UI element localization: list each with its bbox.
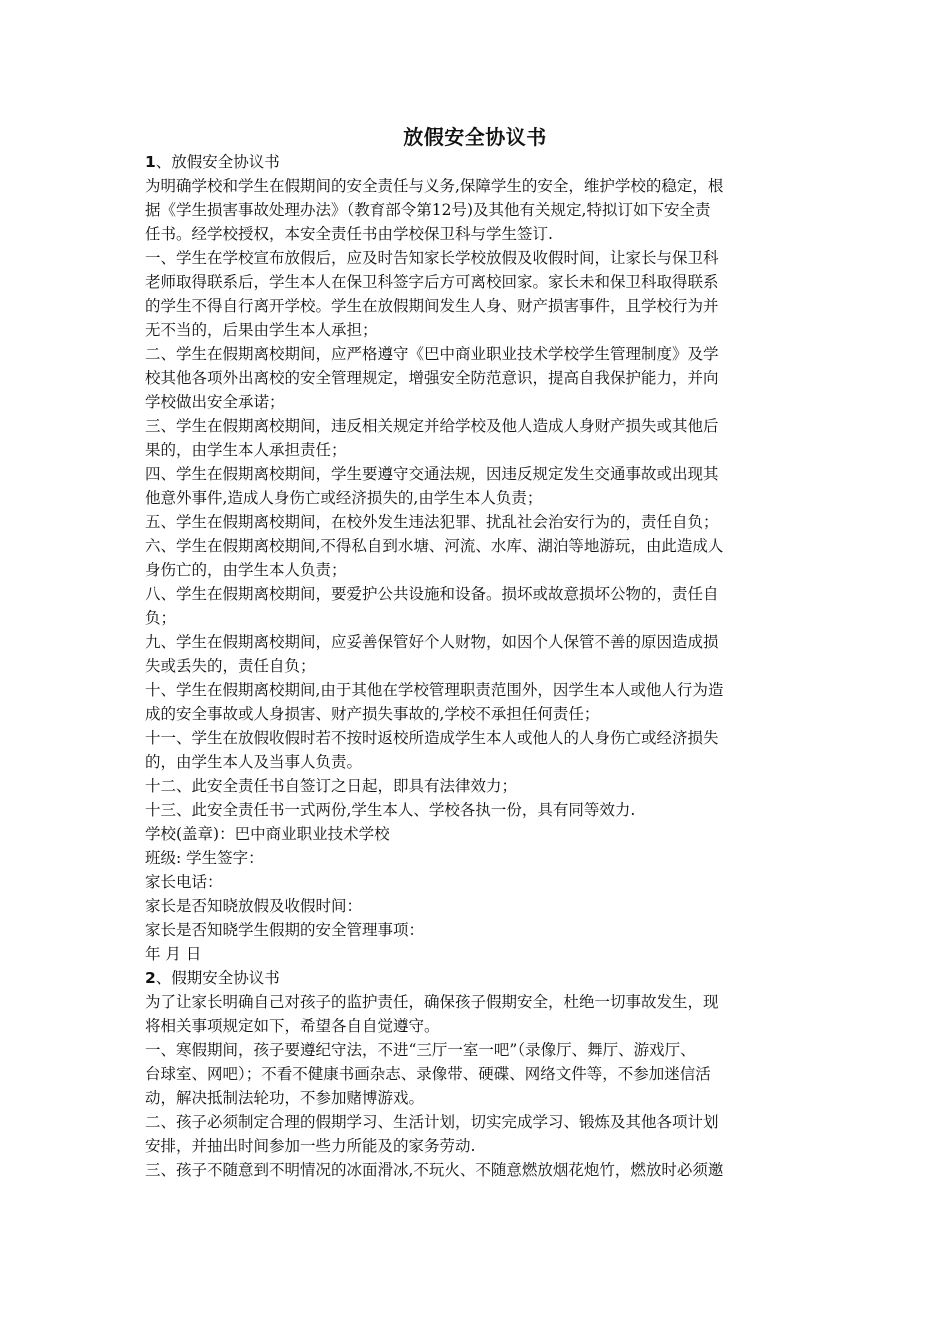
text-line: 家长是否知晓放假及收假时间：: [145, 897, 363, 915]
document-title: 放假安全协议书: [403, 125, 547, 149]
text-line: 据《学生损害事故处理办法》（教育部令第12号)及其他有关规定,特拟订如下安全责: [145, 201, 711, 219]
text-line: 果的，由学生本人承担责任；: [145, 441, 347, 459]
text-line: 他意外事件,造成人身伤亡或经济损失的,由学生本人负责；: [145, 489, 543, 507]
text-line: 为了让家长明确自己对孩子的监护责任，确保孩子假期安全，杜绝一切事故发生，现: [145, 993, 719, 1011]
text-line: 九、学生在假期离校期间，应妥善保管好个人财物，如因个人保管不善的原因造成损: [145, 633, 719, 651]
text-line: 八、学生在假期离校期间，要爱护公共设施和设备。损坏或故意损坏公物的，责任自: [145, 585, 719, 603]
text-line: 成的安全事故或人身损害、财产损失事故的,学校不承担任何责任；: [145, 705, 600, 723]
text-line: 失或丢失的，责任自负；: [145, 657, 316, 675]
text-line: 的，由学生本人及当事人负责。: [145, 753, 363, 771]
text-line: 安排，并抽出时间参加一些力所能及的家务劳动.: [145, 1137, 476, 1155]
text-line: 一、寒假期间，孩子要遵纪守法，不进“三厅一室一吧”（录像厅、舞厅、游戏厅、: [145, 1041, 696, 1059]
text-line: 台球室、网吧）；不看不健康书画杂志、录像带、硬碟、网络文件等，不参加迷信活: [145, 1065, 711, 1083]
text-line: 十二、此安全责任书自签订之日起，即具有法律效力；: [145, 777, 518, 795]
text-line: 老师取得联系后，学生本人在保卫科签字后方可离校回家。家长未和保卫科取得联系: [145, 273, 719, 291]
text-line: 任书。经学校授权，本安全责任书由学校保卫科与学生签订.: [145, 225, 553, 243]
text-line: 身伤亡的，由学生本人负责；: [145, 561, 347, 579]
text-line: 二、孩子必须制定合理的假期学习、生活计划，切实完成学习、锻炼及其他各项计划: [145, 1113, 719, 1131]
text-line: 四、学生在假期离校期间，学生要遵守交通法规，因违反规定发生交通事故或出现其: [145, 465, 719, 483]
section-heading-text: 、放假安全协议书: [155, 153, 280, 171]
text-line: 三、孩子不随意到不明情况的冰面滑冰,不玩火、不随意燃放烟花炮竹，燃放时必须邀: [145, 1161, 724, 1179]
text-line: 十一、学生在放假收假时若不按时返校所造成学生本人或他人的人身伤亡或经济损失: [145, 729, 719, 747]
text-line: 六、学生在假期离校期间,不得私自到水塘、河流、水库、湖泊等地游玩，由此造成人: [145, 537, 724, 555]
text-line: 家长是否知晓学生假期的安全管理事项：: [145, 921, 425, 939]
section-heading: [145, 150, 807, 174]
text-line: 二、学生在假期离校期间，应严格遵守《巴中商业职业技术学校学生管理制度》及学: [145, 345, 719, 363]
text-line: 校其他各项外出离校的安全管理规定，增强安全防范意识，提高自我保护能力，并向: [145, 369, 719, 387]
text-line: 无不当的，后果由学生本人承担；: [145, 321, 378, 339]
text-line: 学校做出安全承诺；: [145, 393, 285, 411]
text-line: 三、学生在假期离校期间，违反相关规定并给学校及他人造成人身财产损失或其他后: [145, 417, 719, 435]
section-heading: [145, 966, 807, 990]
text-line: 五、学生在假期离校期间，在校外发生违法犯罪、扰乱社会治安行为的，责任自负；: [145, 513, 719, 531]
section-heading-text: 、假期安全协议书: [155, 969, 280, 987]
text-line: 十三、此安全责任书一式两份,学生本人、学校各执一份，具有同等效力.: [145, 801, 636, 819]
text-line: 的学生不得自行离开学校。学生在放假期间发生人身、财产损害事件，且学校行为并: [145, 297, 719, 315]
text-line: 动，解决抵制法轮功，不参加赌博游戏。: [145, 1089, 425, 1107]
text-line: 一、学生在学校宣布放假后，应及时告知家长学校放假及收假时间，让家长与保卫科: [145, 249, 719, 267]
text-line: 为明确学校和学生在假期间的安全责任与义务,保障学生的安全，维护学校的稳定，根: [145, 177, 724, 195]
text-line: 将相关事项规定如下，希望各自自觉遵守。: [145, 1017, 440, 1035]
section-number: 1: [145, 153, 156, 171]
text-line: 年 月 日: [145, 945, 202, 963]
section-number: 2: [145, 969, 156, 987]
document-body: [145, 150, 807, 1182]
text-line: 学校(盖章)：巴中商业职业技术学校: [145, 825, 390, 843]
text-line: 负；: [145, 609, 177, 627]
text-line: 十、学生在假期离校期间,由于其他在学校管理职责范围外，因学生本人或他人行为造: [145, 681, 724, 699]
text-line: 家长电话：: [145, 873, 223, 891]
text-line: 班级: 学生签字：: [145, 849, 264, 867]
